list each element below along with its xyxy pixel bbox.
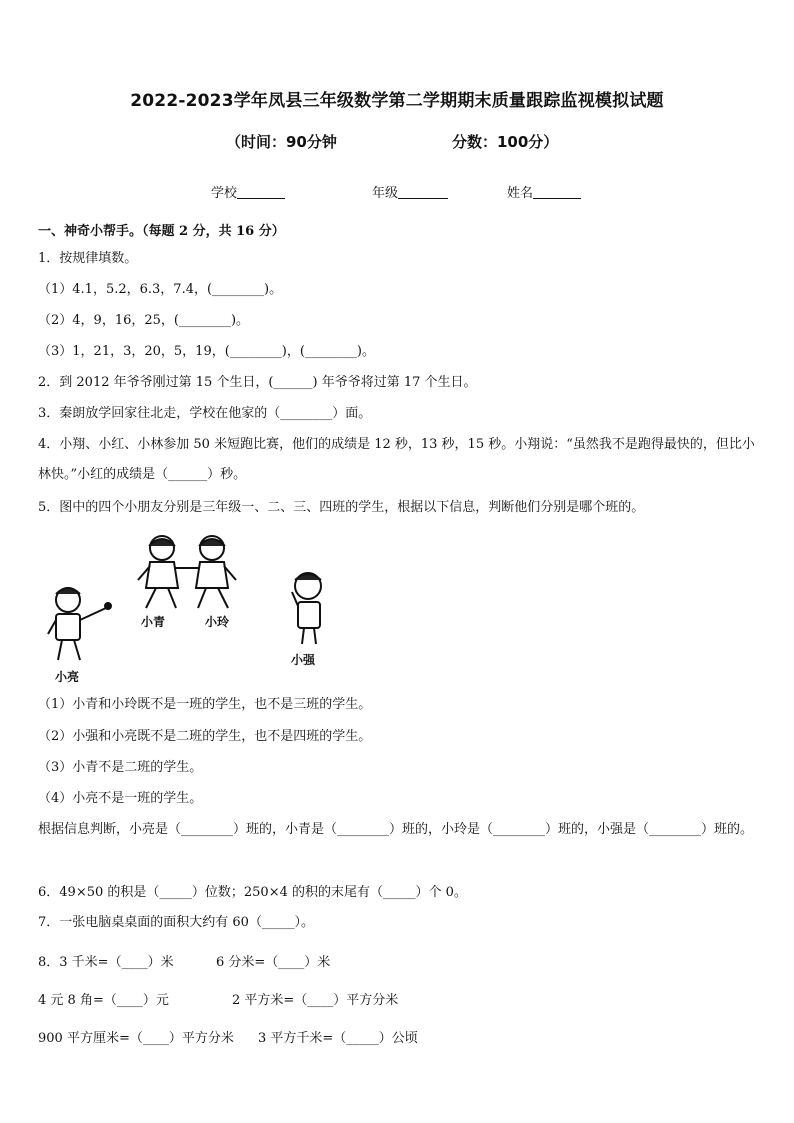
question-1: 1．按规律填数。	[38, 251, 138, 266]
section-heading: 一、神奇小帮手。（每题 2 分，共 16 分）	[38, 224, 285, 239]
question-1-1: （1）4.1，5.2，6.3，7.4，(________)。	[38, 282, 283, 297]
question-8c: 4 元 8 角=（____）元	[38, 993, 169, 1008]
question-8e: 900 平方厘米=（____）平方分米	[38, 1031, 234, 1046]
school-label: 学校	[211, 186, 238, 201]
question-4: 4．小翔、小红、小林参加 50 米短跑比赛，他们的成绩是 12 秒，13 秒，15 秒。小翔说：“虽然我不是跑得最快的，但比小林快。”小红的成绩是（______）秒。	[38, 437, 755, 482]
grade-label: 年级	[372, 186, 399, 201]
question-8f: 3 平方千米=（_____）公顷	[258, 1031, 418, 1046]
page-title: 2022-2023学年凤县三年级数学第二学期期末质量跟踪监视模拟试题	[130, 91, 664, 111]
xiaoling-figure	[174, 536, 236, 608]
name-label: 姓名	[507, 186, 534, 201]
grade-field	[372, 182, 448, 201]
xiaoqiang-figure	[292, 573, 321, 644]
question-5-1: （1）小青和小玲既不是一班的学生，也不是三班的学生。	[38, 697, 372, 712]
label-xiaoliang: 小亮	[55, 670, 80, 684]
question-5-answer: 根据信息判断，小亮是（________）班的，小青是（________）班的，小玲是（________）班的，小强是（________）班的。	[38, 822, 754, 837]
xiaoqing-figure	[138, 536, 178, 608]
question-6: 6．49×50 的积是（_____）位数；250×4 的积的末尾有（_____）个 0。	[38, 885, 467, 900]
name-field	[507, 182, 581, 201]
question-5: 5．图中的四个小朋友分别是三年级一、二、三、四班的学生，根据以下信息，判断他们分别是哪个班的。	[38, 500, 645, 515]
exam-score: 分数：100分）	[452, 133, 559, 151]
school-blank[interactable]	[237, 184, 285, 199]
question-3: 3．秦朗放学回家往北走，学校在他家的（________）面。	[38, 406, 372, 421]
exam-time: （时间：90分钟	[226, 133, 337, 151]
school-field	[211, 182, 285, 201]
question-5-2: （2）小强和小亮既不是二班的学生，也不是四班的学生。	[38, 729, 372, 744]
question-2: 2．到 2012 年爷爷刚过第 15 个生日，(______) 年爷爷将过第 17 个生日。	[38, 375, 477, 390]
question-5-3: （3）小青不是二班的学生。	[38, 760, 203, 775]
label-xiaoqiang: 小强	[291, 653, 316, 667]
label-xiaoqing: 小青	[141, 615, 166, 629]
question-1-2: （2）4，9，16，25，(________)。	[38, 313, 250, 328]
label-xiaoling: 小玲	[205, 615, 230, 629]
name-blank[interactable]	[533, 184, 581, 199]
question-8d: 2 平方米=（____）平方分米	[232, 993, 399, 1008]
grade-blank[interactable]	[398, 184, 448, 199]
xiaoliang-figure	[48, 588, 111, 660]
question-5-4: （4）小亮不是一班的学生。	[38, 791, 203, 806]
question-8a: 8．3 千米=（____）米	[38, 955, 174, 970]
question-1-3: （3）1，21，3，20，5，19，(________)，(________)。	[38, 344, 375, 359]
question-8b: 6 分米=（____）米	[216, 955, 331, 970]
question-7: 7．一张电脑桌桌面的面积大约有 60（_____）。	[38, 915, 314, 930]
